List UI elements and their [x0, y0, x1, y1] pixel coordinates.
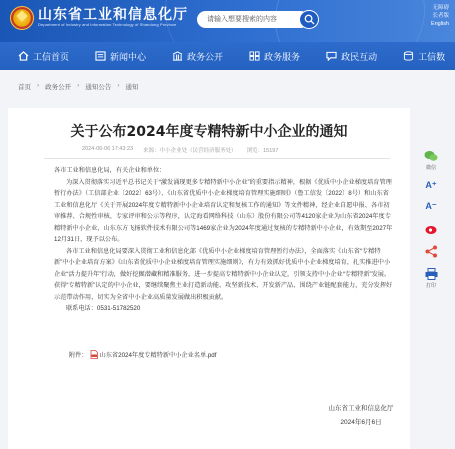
divider	[44, 158, 390, 159]
print-icon[interactable]	[425, 268, 438, 280]
nav-item-home[interactable]	[18, 50, 69, 63]
attachment-link[interactable]: 山东省2024年度专精特新中小企业名单.pdf	[99, 352, 217, 359]
nav-item-data[interactable]	[403, 50, 445, 63]
font-decrease-button[interactable]: A⁻	[425, 201, 437, 211]
weibo-icon[interactable]	[425, 222, 438, 235]
main-nav	[0, 42, 455, 70]
nav-label: 政务公开	[187, 52, 224, 63]
salutation: 各市工业和信息化局，有关企业和单位：	[54, 167, 166, 174]
article-meta	[82, 146, 278, 154]
emblem-icon	[10, 6, 34, 30]
print-label: 打印	[425, 283, 436, 289]
nav-item-news[interactable]	[95, 50, 146, 63]
search-placeholder: 请输入想要搜索的内容	[207, 16, 277, 23]
signature	[326, 402, 396, 430]
data-icon	[403, 51, 414, 61]
top-links	[431, 4, 449, 28]
side-toolbar	[418, 150, 444, 298]
search-button[interactable]	[299, 10, 319, 29]
link-accessibility[interactable]: 无障碍	[432, 5, 449, 11]
attachment-label: 附件：	[69, 352, 88, 359]
breadcrumb-gov-open[interactable]: 政务公开	[45, 84, 72, 91]
chat-icon	[326, 51, 337, 61]
link-elder-version[interactable]: 长者版	[432, 13, 449, 19]
breadcrumb-notice[interactable]: 通知	[125, 84, 139, 91]
nav-item-services[interactable]	[249, 50, 300, 63]
nav-label: 工信数	[418, 52, 446, 63]
home-icon	[18, 51, 29, 61]
nav-label: 工信首页	[33, 52, 70, 63]
nav-label: 新闻中心	[110, 52, 147, 63]
breadcrumb-home[interactable]: 首页	[18, 84, 31, 91]
site-header	[0, 0, 455, 42]
article-views: 浏览：15197	[246, 148, 279, 154]
newspaper-icon	[95, 51, 106, 61]
share-icon[interactable]	[425, 245, 438, 258]
breadcrumb-notices[interactable]: 通知公告	[85, 84, 112, 91]
signature-org: 山东省工业和信息化厅	[328, 405, 394, 412]
search-icon	[304, 14, 315, 25]
nav-item-interaction[interactable]	[326, 50, 377, 63]
wechat-icon[interactable]	[424, 150, 438, 162]
article-body	[54, 165, 394, 315]
article-date: 2024-06-06 17:43:23	[82, 146, 134, 152]
paragraph: 为深入贯彻落实习近平总书记关于“激发涌现更多专精特新中小企业”的重要指示精神，根据《优质中小企业梯度培育管理暂行办法》（工信部企业〔2022〕63号）、《山东省优质中小企业梯度培育管理实施细则》（鲁工信发〔2022〕8号）和山东省工业和信息化厅《关于开展2024年度专精特新中小企业培育认定和复核工作的通知》等文件精神，经企业自愿申报、各市初审推荐、合规性审核、专家评审和公示等程序，认定海看网络科技（山东）股份有限公司等4120家企业为山东省2024年度专精特新中小企业，山东东方飞扬软件技术有限公司等1469家企业为2024年度通过复核的专精特新中小企业，有效期至2027年12月31日，现予以公布。	[54, 178, 393, 243]
breadcrumb: 首页 › 政务公开 › 通知公告 › 通知	[18, 82, 139, 91]
nav-label: 政民互动	[341, 52, 378, 63]
signature-date: 2024年6月6日	[340, 419, 382, 426]
contact-phone: 联系电话：0531-51782520	[66, 305, 141, 312]
attachment	[69, 350, 216, 359]
services-icon	[249, 51, 260, 61]
nav-item-gov-open[interactable]	[172, 50, 223, 63]
pdf-icon	[90, 350, 98, 359]
article-source: 来源：中小企业处（民营经济服务处）	[143, 148, 237, 154]
site-name[interactable]: 山东省工业和信息化厅	[38, 7, 188, 23]
nav-label: 政务服务	[264, 52, 301, 63]
wechat-label: 微信	[425, 165, 436, 171]
article-title: 关于公布2024年度专精特新中小企业的通知	[70, 124, 348, 140]
search-input[interactable]	[197, 11, 309, 28]
link-english[interactable]: English	[430, 21, 449, 27]
site-name-en: Department of Industry and Information Technology of Shandong Province	[38, 22, 177, 27]
font-increase-button[interactable]: A⁺	[425, 180, 437, 190]
article-panel	[8, 108, 410, 449]
paragraph: 各市工业和信息化局要深入贯彻工业和信息化部《优质中小企业梯度培育管理暂行办法》，全面落实《山东省“专精特新”中小企业培育方案》《山东省优质中小企业梯度培育管理实施细则》，有力有效抓好优质中小企业梯度培育，扎实推进中小企业“活力提升年”行动，做好挖掘潜藏和精准服务，进一步提高专精特新中小企业认定，引领支持中小企业“专精特新”发展。获得“专精特新”认定的中小企业，要继续聚焦主业打造新动能、攻坚新技术、开发新产品、围绕产业链配套能力，充分发挥好示范带动作用，切实为全省中小企业高质量发展做出积极贡献。	[54, 247, 393, 301]
building-icon	[172, 51, 183, 61]
